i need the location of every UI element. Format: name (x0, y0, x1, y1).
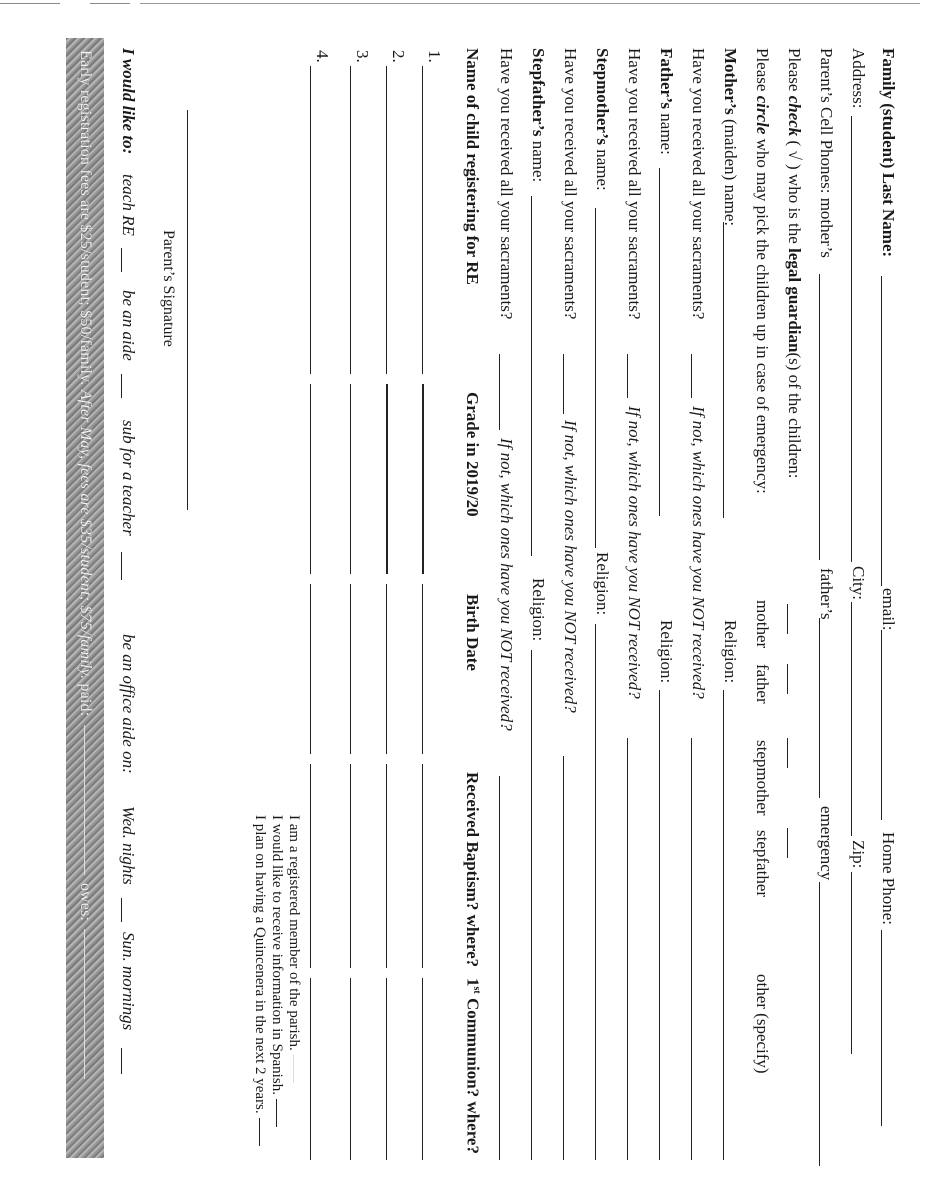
address-row (842, 0, 876, 1160)
child-name-field[interactable] (350, 66, 351, 374)
mother-name-field[interactable] (723, 222, 724, 518)
stepmother-sacraments-field[interactable] (563, 354, 564, 414)
stepmother-not-received-label: If not, which ones have you NOT received? (561, 420, 580, 713)
volunteer-aide-label: be an aide (119, 290, 138, 361)
stepmother-religion-label: Religion: (593, 552, 612, 616)
note-quinceanera (251, 815, 268, 1150)
stepmother-label: Stepmother’s (593, 48, 612, 145)
child-grade-field[interactable] (310, 384, 311, 574)
mother-sacraments-label: Have you received all your sacraments? (689, 48, 708, 320)
pickup-row (746, 0, 780, 1160)
guardian-check-father[interactable] (787, 664, 788, 694)
family-name-row (872, 0, 906, 1160)
father-not-received-label: If not, which ones have you NOT received? (625, 406, 644, 699)
volunteer-teach-label: teach RE (119, 174, 138, 236)
circle-pre: Please (753, 48, 772, 92)
volunteer-row (112, 0, 146, 1160)
child-grade-field[interactable] (422, 384, 424, 574)
volunteer-sun-field[interactable] (121, 1048, 122, 1074)
stepfather-name-row (522, 0, 556, 1160)
note-spanish (268, 815, 285, 1150)
fees-owes-label: owes: (77, 882, 94, 922)
stepfather-name-field[interactable] (531, 196, 532, 556)
fees-paid-field[interactable] (84, 725, 85, 875)
note-registered (285, 815, 302, 1150)
father-cell-field[interactable] (819, 618, 820, 798)
parent-signature-label: Parent’s Signature (160, 230, 177, 347)
child-birth-field[interactable] (350, 584, 351, 754)
table-row (418, 0, 454, 1160)
guardian-check-stepmother[interactable] (787, 738, 788, 768)
communion-rest: Communion? where? (463, 993, 482, 1154)
volunteer-sun-label: Sun. mornings (119, 932, 138, 1031)
volunteer-wed-label: Wed. nights (119, 806, 138, 885)
note-quinceanera-field[interactable] (259, 1118, 260, 1146)
children-table-header (456, 0, 490, 1160)
col-child-name: Name of child registering for RE (463, 48, 482, 285)
child-name-field[interactable] (386, 66, 387, 374)
fees-banner (66, 38, 104, 1158)
stepmother-name-field[interactable] (595, 208, 596, 548)
family-last-name-field[interactable] (881, 276, 882, 586)
guardian-check-word: check (785, 95, 804, 137)
city-field[interactable] (851, 602, 852, 836)
circle-word: circle (753, 95, 772, 135)
stepfather-name-label: name: (529, 140, 548, 183)
table-row (346, 0, 382, 1160)
col-grade: Grade in 2019/20 (463, 392, 482, 517)
child-birth-field[interactable] (310, 584, 311, 754)
father-cell-label: father’s (817, 568, 836, 620)
col-baptism: Received Baptism? where? (463, 772, 482, 968)
stepmother-sacraments-label: Have you received all your sacraments? (561, 48, 580, 320)
guardian-mid: ( √ ) who is the (785, 140, 804, 244)
father-name-field[interactable] (659, 168, 660, 516)
guardian-pre: Please (785, 48, 804, 92)
fees-early-text: Early registration fees are $25/student; $50/family. (77, 50, 94, 386)
legal-guardian-row (778, 0, 812, 1160)
parent-cell-label: Parent’s Cell Phones: mother’s (817, 48, 836, 258)
zip-label: Zip: (849, 840, 868, 869)
child-row-number: 2. (389, 50, 408, 63)
cell-phones-row (810, 0, 844, 1160)
father-sacraments-label: Have you received all your sacraments? (625, 48, 644, 320)
note-registered-text: I am a registered member of the parish. (286, 815, 302, 1051)
volunteer-wed-field[interactable] (121, 898, 122, 922)
father-label: Father’s (657, 48, 676, 110)
family-last-name-label: Family (student) Last Name: (879, 48, 898, 258)
child-baptism-field[interactable] (350, 764, 351, 968)
father-name-row (650, 0, 684, 1160)
note-spanish-field[interactable] (276, 1099, 277, 1127)
stepfather-sacraments-field[interactable] (499, 354, 500, 430)
stepmother-name-row (586, 0, 620, 1160)
father-religion-field[interactable] (659, 690, 660, 1160)
col-communion (462, 978, 486, 1154)
child-baptism-field[interactable] (422, 764, 423, 968)
col-birth-date: Birth Date (463, 594, 482, 671)
child-baptism-field[interactable] (386, 764, 387, 968)
child-birth-field[interactable] (422, 584, 423, 754)
parent-signature-line[interactable] (187, 110, 188, 510)
mother-sacraments-row (682, 0, 716, 1160)
child-communion-field[interactable] (422, 978, 423, 1160)
guardian-instruction (784, 48, 804, 479)
home-phone-field[interactable] (881, 930, 882, 1126)
pickup-option-father[interactable]: father (753, 664, 772, 704)
father-religion-label: Religion: (657, 620, 676, 684)
mother-maiden-label: (maiden) name: (721, 118, 740, 227)
circle-post: who may pick the children up in case of emergency: (753, 138, 772, 494)
child-name-field[interactable] (422, 66, 423, 374)
volunteer-aide-field[interactable] (121, 374, 122, 398)
stepfather-not-received-field[interactable] (499, 776, 500, 1160)
communion-sup: st (470, 986, 482, 994)
mother-not-received-field[interactable] (691, 738, 692, 1160)
child-row-number: 4. (313, 50, 332, 63)
email-label: email: (879, 588, 898, 631)
pickup-option-stepfather[interactable]: stepfather (753, 830, 772, 898)
volunteer-sub-field[interactable] (121, 552, 122, 580)
stepmother-not-received-field[interactable] (563, 756, 564, 1160)
stepmother-religion-field[interactable] (595, 624, 596, 1160)
pickup-instruction (752, 48, 772, 494)
note-registered-field[interactable] (293, 1055, 294, 1083)
stepfather-sacraments-label: Have you received all your sacraments? (497, 48, 516, 320)
fees-after-text: After May, fees are $35/student; $75/family. (77, 389, 94, 680)
pickup-option-other[interactable]: other (specify) (753, 974, 772, 1074)
guardian-check-mother[interactable] (787, 604, 788, 634)
address-field[interactable] (851, 116, 852, 562)
zip-field[interactable] (851, 872, 852, 1054)
volunteer-teach-field[interactable] (121, 248, 122, 272)
pickup-option-mother[interactable]: mother (753, 600, 772, 649)
child-communion-field[interactable] (310, 978, 311, 1160)
guardian-legal-word: legal guardian (785, 248, 804, 353)
child-communion-field[interactable] (386, 978, 387, 1160)
note-quinceanera-text: I plan on having a Quincenera in the next 2 years. (252, 815, 268, 1114)
child-grade-field[interactable] (350, 384, 351, 574)
pickup-option-stepmother[interactable]: stepmother (753, 740, 772, 816)
stepmother-sacraments-row (554, 0, 588, 1160)
volunteer-sub-label: sub for a teacher (119, 420, 138, 536)
mother-not-received-label: If not, which ones have you NOT received? (689, 406, 708, 699)
emergency-label: emergency (817, 806, 836, 881)
father-sacraments-field[interactable] (627, 354, 628, 398)
stepfather-religion-label: Religion: (529, 578, 548, 642)
table-row (382, 0, 418, 1160)
fees-paid-label: paid: (77, 683, 94, 717)
mother-cell-field[interactable] (819, 274, 820, 560)
father-not-received-field[interactable] (627, 738, 628, 1160)
note-spanish-text: I would like to receive information in Spanish. (269, 815, 285, 1095)
mother-label: Mother’s (721, 48, 740, 115)
child-birth-field[interactable] (386, 584, 387, 754)
parish-notes (251, 815, 302, 1150)
city-label: City: (849, 566, 868, 601)
guardian-post: (s) of the children: (785, 352, 804, 479)
child-communion-field[interactable] (350, 978, 351, 1160)
child-baptism-field[interactable] (310, 764, 311, 968)
home-phone-label: Home Phone: (879, 832, 898, 926)
communion-one: 1 (463, 978, 482, 987)
father-name-label: name: (657, 113, 676, 155)
mother-sacraments-field[interactable] (691, 354, 692, 398)
emergency-field[interactable] (819, 882, 820, 1166)
stepfather-label: Stepfather’s (529, 48, 548, 137)
stepfather-sacraments-row (490, 0, 524, 1160)
mother-religion-label: Religion: (721, 620, 740, 684)
child-grade-field[interactable] (386, 384, 388, 574)
fees-owes-field[interactable] (84, 929, 85, 1079)
volunteer-office-label: be an office aide on: (119, 634, 138, 774)
mother-religion-field[interactable] (723, 690, 724, 1160)
volunteer-lead: I would like to: (119, 48, 138, 155)
child-row-number: 3. (353, 50, 372, 63)
stepfather-religion-field[interactable] (531, 650, 532, 1160)
table-row (306, 0, 342, 1160)
child-row-number: 1. (425, 50, 444, 63)
child-name-field[interactable] (310, 66, 311, 374)
stepfather-not-received-label: If not, which ones have you NOT received? (497, 438, 516, 731)
father-sacraments-row (618, 0, 652, 1160)
stepmother-name-label: name: (593, 149, 612, 191)
mother-name-row (714, 0, 748, 1160)
guardian-check-stepfather[interactable] (787, 828, 788, 858)
address-label: Address: (849, 48, 868, 109)
email-field[interactable] (881, 630, 882, 820)
